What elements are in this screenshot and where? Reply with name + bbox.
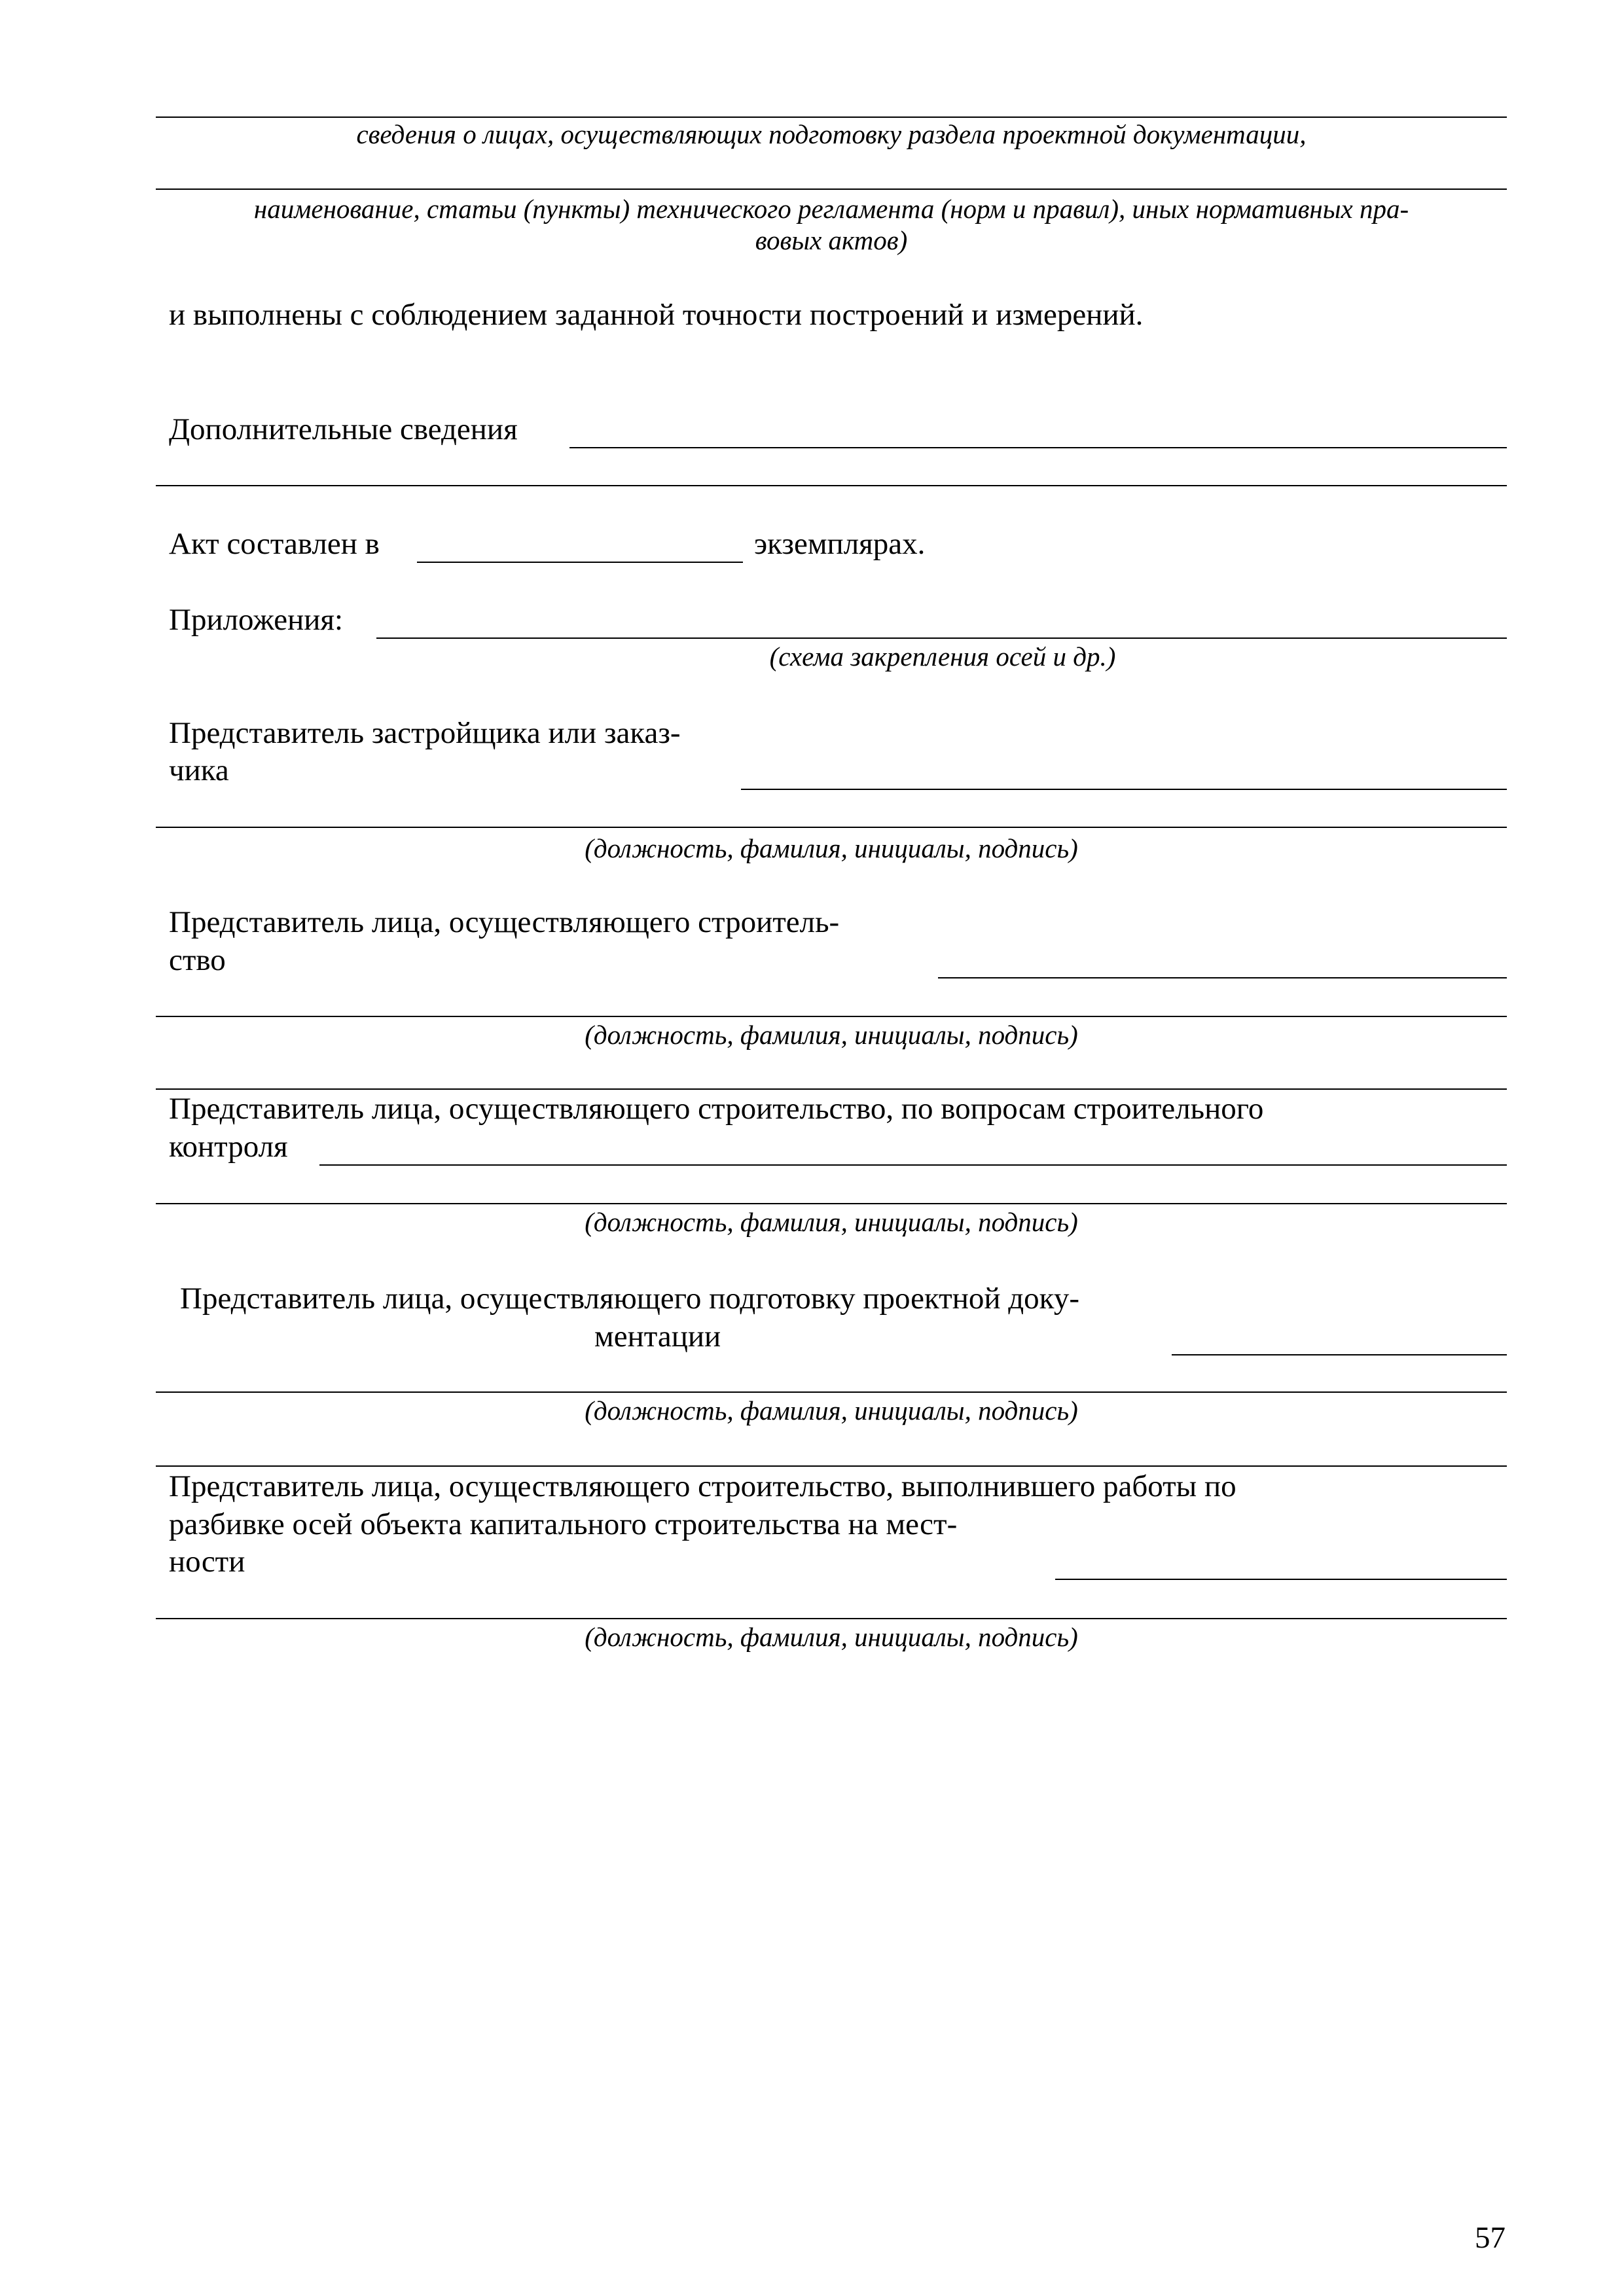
rep-layout-line3: ности <box>169 1545 245 1579</box>
act-copies-suffix: экземплярах. <box>754 527 926 561</box>
signature-caption-layout: (должность, фамилия, инициалы, подпись) <box>585 1622 1078 1652</box>
caption-regulation-line1: наименование, статьи (пункты) технического регламента (норм и правил), иных нормативных пра- <box>253 194 1409 224</box>
rep-designer-line1: Представитель лица, осуществляющего подготовку проектной доку- <box>180 1282 1079 1316</box>
attachments-caption: (схема закрепления осей и др.) <box>769 641 1116 672</box>
rep-developer-details-field[interactable] <box>156 827 1507 828</box>
rep-builder-line2: ство <box>169 943 226 977</box>
act-copies-prefix: Акт составлен в <box>169 527 380 561</box>
additional-info-label: Дополнительные сведения <box>169 412 518 446</box>
attachments-field[interactable] <box>376 637 1507 639</box>
signature-caption-developer: (должность, фамилия, инициалы, подпись) <box>585 833 1078 863</box>
rep-layout-line2: разбивке осей объекта капитального строительства на мест- <box>169 1507 958 1541</box>
rep-builder-details-field[interactable] <box>156 1016 1507 1017</box>
signature-caption-builder: (должность, фамилия, инициалы, подпись) <box>585 1020 1078 1050</box>
rep-layout-details-field[interactable] <box>156 1618 1507 1619</box>
act-copies-count-field[interactable] <box>417 562 743 563</box>
rep-layout-signature-field[interactable] <box>1055 1579 1507 1580</box>
rep-builder-signature-field[interactable] <box>938 977 1507 978</box>
rep-layout-top-rule <box>156 1465 1507 1467</box>
rep-layout-line1: Представитель лица, осуществляющего строительство, выполнившего работы по <box>169 1469 1236 1503</box>
caption-persons: сведения о лицах, осуществляющих подготовку раздела проектной документации, <box>356 119 1307 149</box>
signature-caption-control: (должность, фамилия, инициалы, подпись) <box>585 1207 1078 1237</box>
signature-caption-designer: (должность, фамилия, инициалы, подпись) <box>585 1395 1078 1426</box>
rep-control-details-field[interactable] <box>156 1203 1507 1204</box>
rep-designer-line2: ментации <box>594 1319 721 1354</box>
rep-developer-line1: Представитель застройщика или заказ- <box>169 716 681 750</box>
rep-designer-details-field[interactable] <box>156 1391 1507 1393</box>
rep-control-line2: контроля <box>169 1130 288 1164</box>
additional-info-field-line2[interactable] <box>156 485 1507 486</box>
rep-control-line1: Представитель лица, осуществляющего строительство, по вопросам строительного <box>169 1092 1264 1126</box>
rep-builder-line1: Представитель лица, осуществляющего строитель- <box>169 905 840 939</box>
compliance-statement: и выполнены с соблюдением заданной точности построений и измерений. <box>169 298 1144 332</box>
rep-developer-signature-field[interactable] <box>741 789 1507 790</box>
attachments-label: Приложения: <box>169 603 344 637</box>
rep-developer-line2: чика <box>169 753 229 787</box>
page-number: 57 <box>1475 2221 1506 2255</box>
regulation-field-line[interactable] <box>156 188 1507 190</box>
caption-regulation-line2: вовых актов) <box>755 225 908 255</box>
additional-info-field[interactable] <box>569 447 1507 448</box>
rep-control-signature-field[interactable] <box>319 1164 1507 1166</box>
rep-designer-signature-field[interactable] <box>1172 1354 1507 1355</box>
